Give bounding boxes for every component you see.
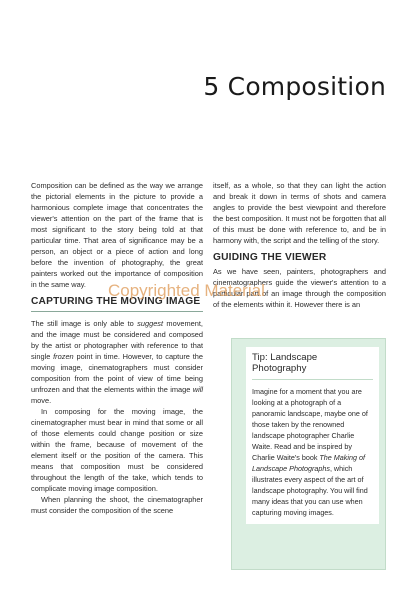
tip-body: Imagine for a moment that you are looking at a photograph of a panoramic landscape, maybe one of those taken by the renowned landscape photographer Charlie Waite. Read and be inspired by Charlie Waite's book The Making of Landscape Photographs, which illustrates every aspect of the art of landscape photography. You will find many ideas that you can use when capturing moving images. bbox=[252, 387, 368, 517]
heading-divider bbox=[31, 311, 203, 312]
chapter-title: 5 Composition bbox=[203, 72, 386, 101]
tip-divider bbox=[252, 379, 373, 380]
capturing-paragraph-1: The still image is only able to suggest movement, and the image must be considered and composed by the artist or photographer with reference to that single frozen point in time. However, to capture the moving image, cinematographers must consider composition from the point of view of time being unfrozen and that the elements within the image will move. bbox=[31, 319, 203, 405]
copyright-watermark: Copyrighted Material bbox=[108, 281, 265, 300]
tip-box bbox=[231, 338, 386, 570]
left-column bbox=[31, 180, 203, 516]
intro-paragraph: Composition can be defined as the way we arrange the pictorial elements in the picture to provide a harmonious complete image that concentrates the viewer's attention on the part of the frame that is most significant to the story being told at that particular time. That area of significance may be a person, an object or a piece of action and long before the invention of photography, the great painters worked out the importance of composition in the same way. bbox=[31, 181, 203, 289]
continuation-paragraph: itself, as a whole, so that they can light the action and break it down in terms of shots and camera angles to provide the best viewpoint and therefore the best composition. It must not be forgotten that all of this must be done with reference to, and be in harmony with, the script and the telling of the story. bbox=[213, 181, 386, 245]
guiding-paragraph-1: As we have seen, painters, photographers and cinematographers guide the viewer's attention to a particular part of an image through the composition of the elements within it. However there is an bbox=[213, 267, 386, 309]
tip-card bbox=[246, 347, 379, 524]
section-heading-guiding: GUIDING THE VIEWER bbox=[213, 252, 327, 263]
right-column bbox=[213, 180, 386, 310]
section-heading-capturing: CAPTURING THE MOVING IMAGE bbox=[31, 296, 201, 307]
capturing-paragraph-2: In composing for the moving image, the cinematographer must bear in mind that some or all of those elements could change position or size within the frame, because of movement of the element itself or the position of the camera. This means that composition must be considered throughout the length of the take, which tends to complicate moving image composition. bbox=[31, 407, 203, 493]
tip-title: Tip: Landscape Photography bbox=[252, 352, 318, 374]
book-title: The Making of Landscape Photographs bbox=[252, 453, 365, 473]
capturing-paragraph-3: When planning the shoot, the cinematographer must consider the composition of the scene bbox=[31, 495, 203, 515]
